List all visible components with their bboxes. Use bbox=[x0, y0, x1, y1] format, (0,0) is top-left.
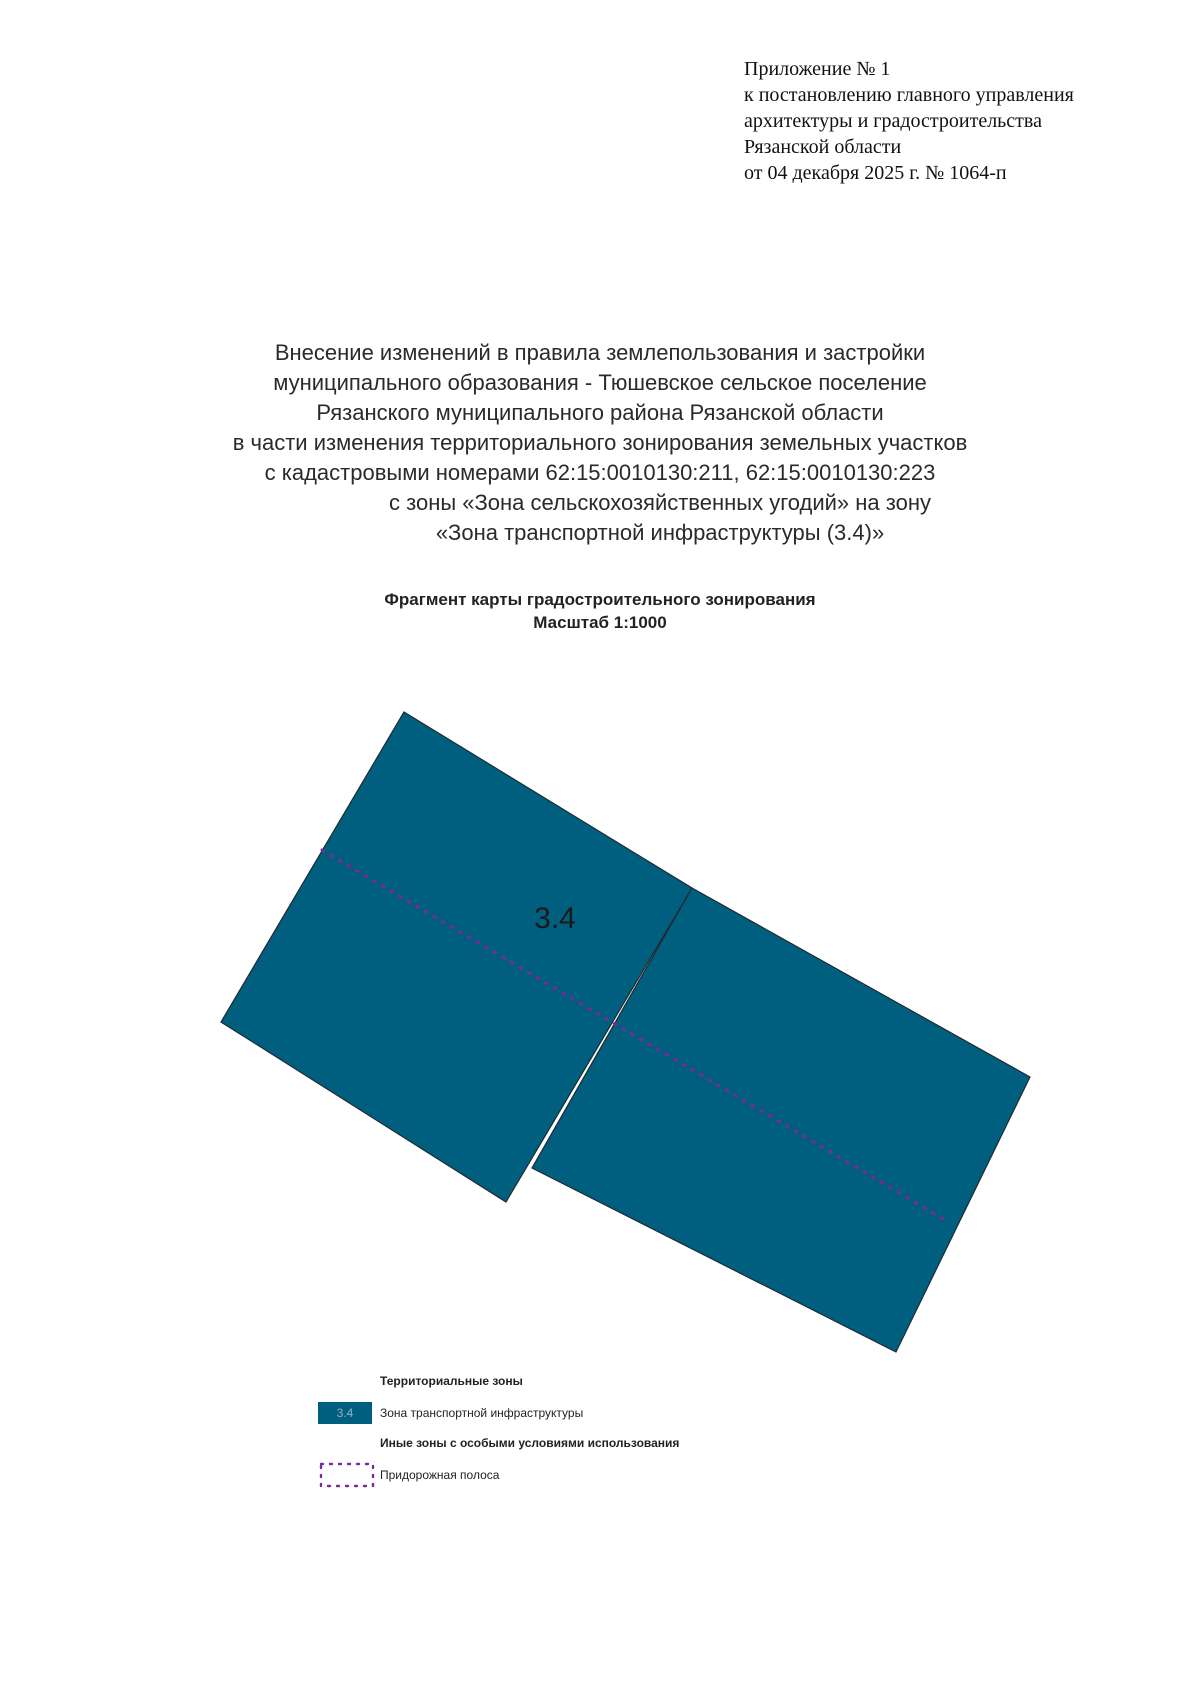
legend-roadside-label: Придорожная полоса bbox=[380, 1468, 500, 1482]
appendix-line: от 04 декабря 2025 г. № 1064-п bbox=[744, 162, 1007, 184]
legend-transport-swatch: 3.4 bbox=[318, 1402, 372, 1424]
appendix-line: к постановлению главного управления bbox=[744, 84, 1074, 106]
legend-roadside-swatch bbox=[318, 1460, 376, 1490]
appendix-line: архитектуры и градостроительства bbox=[744, 110, 1042, 132]
title-line: Рязанского муниципального района Рязанской области bbox=[316, 400, 884, 425]
title-line: муниципального образования - Тюшевское сельское поселение bbox=[273, 370, 927, 395]
title-line: Внесение изменений в правила землепользования и застройки bbox=[274, 340, 926, 365]
legend-other-header: Иные зоны с особыми условиями использования bbox=[380, 1436, 680, 1450]
appendix-line: Приложение № 1 bbox=[744, 58, 891, 80]
title-line: в части изменения территориального зонирования земельных участков bbox=[232, 430, 968, 455]
zone-label: 3.4 bbox=[534, 902, 576, 935]
map-scale: Масштаб 1:1000 bbox=[533, 613, 667, 632]
map-subtitle: Фрагмент карты градостроительного зонирования bbox=[384, 590, 816, 609]
title-line: с кадастровыми номерами 62:15:0010130:211, 62:15:0010130:223 bbox=[264, 460, 936, 485]
legend-territorial-header: Территориальные зоны bbox=[380, 1374, 523, 1388]
legend-transport-label: Зона транспортной инфраструктуры bbox=[380, 1406, 584, 1420]
title-line: с зоны «Зона сельскохозяйственных угодий» на зону bbox=[389, 490, 931, 515]
title-line: «Зона транспортной инфраструктуры (3.4)» bbox=[435, 520, 885, 545]
appendix-line: Рязанской области bbox=[744, 136, 902, 158]
